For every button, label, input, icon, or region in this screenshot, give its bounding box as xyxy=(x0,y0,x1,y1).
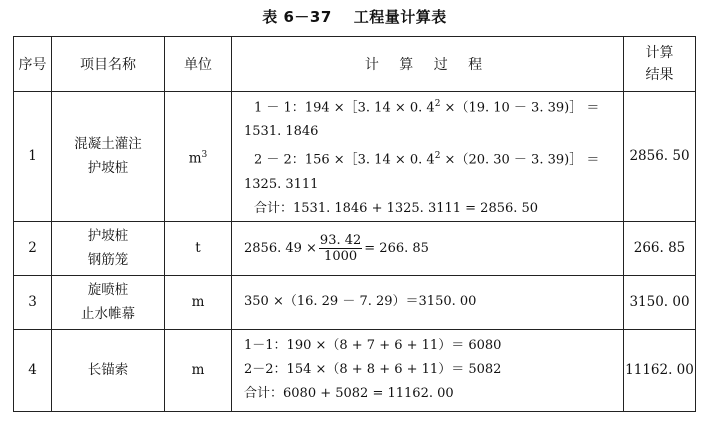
calc-sup: 2 xyxy=(434,151,441,162)
row-unit-sup: 3 xyxy=(201,149,208,160)
table-row xyxy=(14,221,696,275)
row-unit-text: m xyxy=(188,150,202,167)
calc-line: 合计：1531. 1846 + 1325. 3111 = 2856. 50 xyxy=(254,200,539,216)
row-calc: 350 ×（16. 29 － 7. 29）＝3150. 00 xyxy=(232,275,624,329)
table-row xyxy=(14,329,696,411)
calc-line: 2－2：154 ×（8 + 8 + 6 + 11）＝ 5082 xyxy=(244,362,502,378)
row-name: 长锚索 xyxy=(52,329,165,411)
calc-text: = 266. 85 xyxy=(364,240,429,256)
row-name xyxy=(52,275,165,329)
calc-text: 2 － 2：156 ×［3. 14 × 0. 4 xyxy=(254,152,435,168)
calc-line xyxy=(244,92,623,120)
row-result: 2856. 50 xyxy=(624,92,696,222)
header-result-line2: 结果 xyxy=(645,67,674,83)
fraction-numerator: 93. 42 xyxy=(319,232,362,248)
row-unit xyxy=(165,92,232,222)
table-title xyxy=(0,6,709,27)
fraction-denominator: 1000 xyxy=(324,248,358,264)
calc-text: 1 － 1：194 ×［3. 14 × 0. 4 xyxy=(254,100,435,116)
header-seq: 序号 xyxy=(14,37,52,92)
header-process: 计 算 过 程 xyxy=(232,37,624,92)
row-name-line2: 护坡桩 xyxy=(87,160,129,177)
calc-line: 合计：6080 + 5082 = 11162. 00 xyxy=(244,386,454,402)
row-unit: m xyxy=(165,275,232,329)
table-row xyxy=(14,92,696,222)
calc-line: 1－1：190 ×（8 + 7 + 6 + 11）＝ 6080 xyxy=(244,338,502,354)
row-result: 11162. 00 xyxy=(624,329,696,411)
row-seq: 3 xyxy=(14,275,52,329)
calc-text: ×（19. 10 － 3. 39)］ ＝ xyxy=(440,100,600,116)
header-name: 项目名称 xyxy=(52,37,165,92)
row-calc xyxy=(232,92,624,222)
header-row xyxy=(14,37,696,92)
row-name-line1: 护坡桩 xyxy=(87,228,129,245)
table-row xyxy=(14,275,696,329)
calc-text: ×（20. 30 － 3. 39)］ ＝ xyxy=(440,152,600,168)
row-unit: m xyxy=(165,329,232,411)
row-name-line2: 钢筋笼 xyxy=(87,252,129,269)
quantity-calculation-table xyxy=(13,36,696,412)
calc-sup: 2 xyxy=(434,99,441,109)
calc-line: 1531. 1846 xyxy=(244,124,319,140)
row-result: 266. 85 xyxy=(624,221,696,275)
header-result xyxy=(624,37,696,92)
header-unit: 单位 xyxy=(165,37,232,92)
row-seq: 4 xyxy=(14,329,52,411)
calc-text: 2856. 49 × xyxy=(244,240,317,256)
row-result: 3150. 00 xyxy=(624,275,696,329)
row-name-line1: 旋喷桩 xyxy=(87,282,129,299)
calc-line xyxy=(244,144,623,172)
row-seq: 2 xyxy=(14,221,52,275)
fraction xyxy=(319,233,362,264)
row-calc xyxy=(232,221,624,275)
row-name-line1: 混凝土灌注 xyxy=(74,136,142,153)
row-unit: t xyxy=(165,221,232,275)
header-result-line1: 计算 xyxy=(645,45,674,61)
calc-line: 1325. 3111 xyxy=(244,176,319,192)
table-number: 表 6－37 xyxy=(262,8,332,26)
row-name xyxy=(52,221,165,275)
row-seq: 1 xyxy=(14,92,52,222)
row-name xyxy=(52,92,165,222)
row-calc xyxy=(232,329,624,411)
row-name-line2: 止水帷幕 xyxy=(81,306,135,323)
table-title-text: 工程量计算表 xyxy=(353,8,447,26)
